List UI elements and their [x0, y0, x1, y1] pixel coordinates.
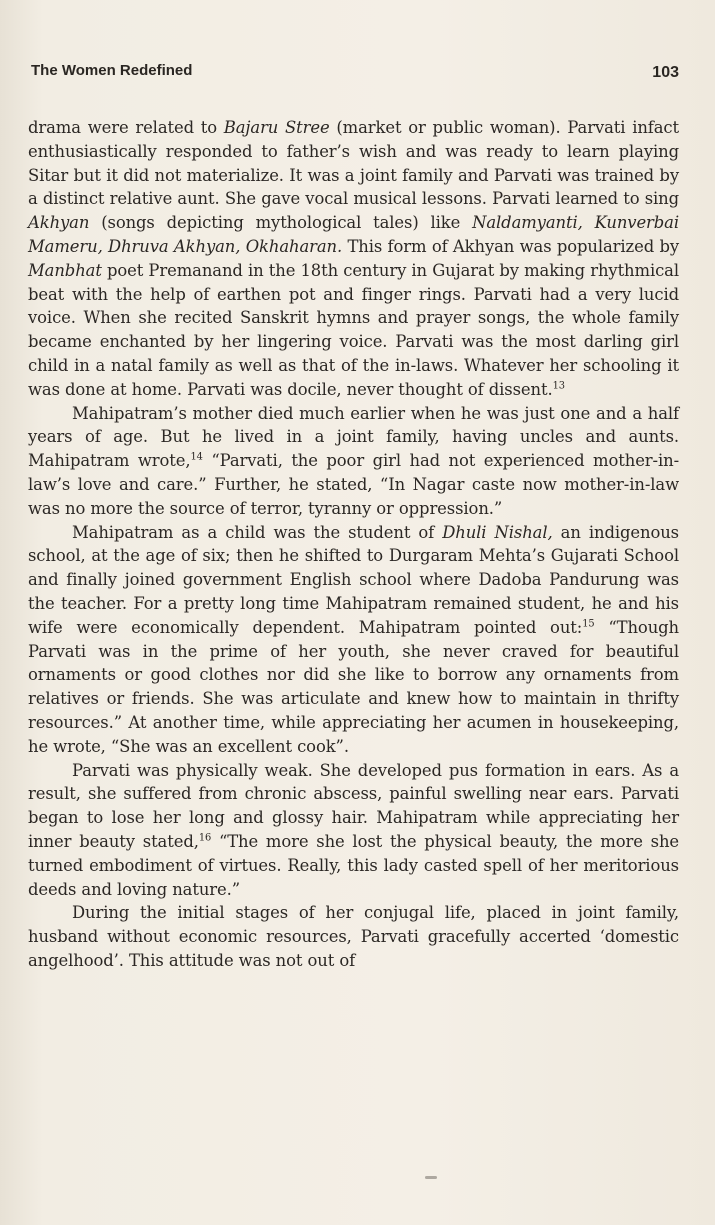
body-text: [28, 116, 679, 973]
italic-term: Akhyan: [28, 213, 90, 233]
text-run: “Parvati, the poor girl had not experienced mother-in-law’s love and care.” Further, he stated, “In Nagar caste now mother-in-law was no more the source of terror, tyranny or oppression.”: [28, 451, 680, 518]
text-run: (songs depicting mythological tales) like: [89, 213, 473, 233]
italic-term: Bajaru Stree: [223, 118, 330, 137]
paragraph: [28, 116, 679, 402]
italic-term: Dhuli Nishal,: [442, 522, 553, 542]
footnote-ref: 15: [582, 618, 595, 630]
paragraph: [28, 521, 679, 759]
text-run: This form of Akhyan was popularized by: [342, 236, 679, 256]
text-run: “The more she lost the physical beauty, the more she turned embodiment of virtues. Really, this lady casted spell of her meritorious deeds and loving nature.”: [28, 831, 679, 899]
running-head: [31, 62, 679, 84]
italic-term: Naldamyanti, Kunverbai Mameru, Dhruva Akhyan, Okhaharan.: [28, 213, 679, 256]
italic-term: Manbhat: [28, 260, 102, 280]
paper-speck: [425, 1176, 437, 1179]
text-run: “Though Parvati was in the prime of her youth, she never craved for beautiful ornaments or good clothes nor did she like to borrow any ornaments from relatives or friends. She was articulate and knew how to maintain in thrifty resources.” At another time, while appreciating her acumen in housekeeping, he wrote, “She was an excellent cook”.: [28, 617, 679, 756]
text-run: Mahipatram as a child was the student of: [72, 522, 443, 542]
page-number: 103: [652, 64, 679, 81]
text-run: drama were related to: [28, 118, 224, 137]
text-run: During the initial stages of her conjugal life, placed in joint family, husband without economic resources, Parvati gracefully accerted ‘domestic angelhood’. This attitude was not out of: [28, 903, 679, 970]
running-title: The Women Redefined: [31, 62, 193, 79]
text-run: Parvati was physically weak. She developed pus formation in ears. As a result, she suffered from chronic abscess, painful swelling near ears. Parvati began to lose her long and glossy hair. Mahipatram while appreciating her inner beauty stated,: [28, 760, 679, 851]
paragraph: [28, 901, 679, 972]
footnote-ref: 14: [190, 451, 203, 463]
footnote-ref: 13: [552, 380, 565, 392]
text-run: poet Premanand in the 18th century in Gujarat by making rhythmical beat with the help of earthen pot and finger rings. Parvati had a very lucid voice. When she recited Sanskrit hymns and prayer songs, the whole family became enchanted by her lingering voice. Parvati was the most darling girl child in a natal family as well as that of the in-laws. Whatever her schooling it was done at home. Parvati was docile, never thought of dissent.: [28, 260, 679, 399]
paragraph: [28, 402, 679, 521]
footnote-ref: 16: [198, 832, 212, 844]
text-run: Mahipatram’s mother died much earlier when he was just one and a half years of age. But he lived in a joint family, having uncles and aunts. Mahipatram wrote,: [28, 403, 679, 471]
text-run: (market or public woman). Parvati infact enthusiastically responded to father’s wish and was ready to learn playing Sitar but it did not materialize. It was a joint family and Parvati was trained by a distinct relative aunt. She gave vocal musical lessons. Parvati learned to sing: [28, 118, 679, 209]
paragraph: [28, 759, 679, 902]
text-run: an indigenous school, at the age of six; then he shifted to Durgaram Mehta’s Gujarati School and finally joined government English school where Dadoba Pandurung was the teacher. For a pretty long time Mahipatram remained student, he and his wife were economically dependent. Mahipatram pointed out:: [28, 522, 679, 637]
